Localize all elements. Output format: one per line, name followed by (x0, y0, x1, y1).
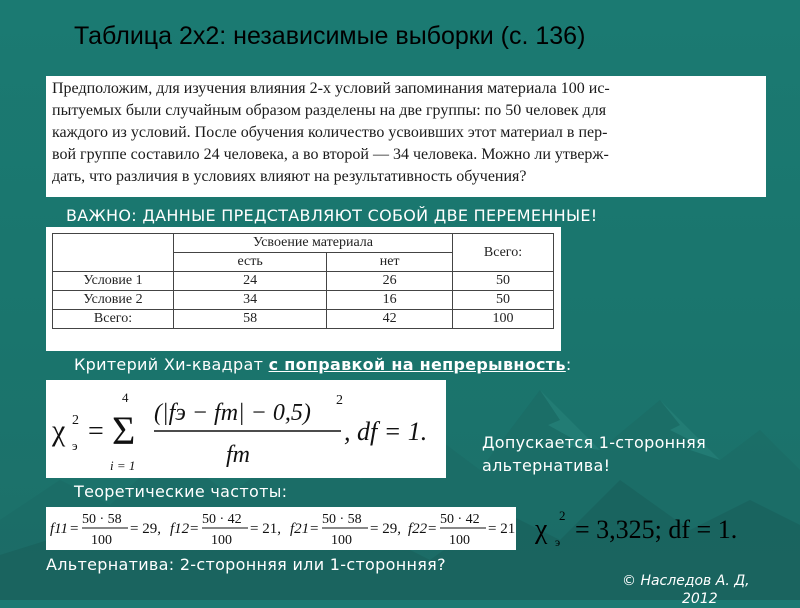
copyright-line: 2012 (682, 591, 718, 607)
table-cell: 50 (453, 272, 554, 291)
one-sided-line: альтернатива! (482, 456, 611, 475)
result-text: = 3,325; df = 1. (575, 515, 738, 544)
frequency-f22 (408, 512, 516, 548)
formula-numerator: (|fэ − fт| − 0,5) (154, 400, 311, 426)
one-sided-note (482, 431, 706, 477)
formula-df: , df = 1. (344, 417, 428, 446)
slide-title: Таблица 2х2: независимые выборки (с. 136) (74, 22, 586, 50)
frequency-result: = 29, (130, 521, 161, 537)
frequency-denominator: 100 (449, 533, 470, 548)
table-cell: 24 (174, 272, 327, 291)
table-row-label: Условие 2 (53, 291, 174, 310)
frequency-result: = 21, (250, 521, 281, 537)
frequency-result: = 21. (488, 521, 516, 537)
frequency-denominator: 100 (211, 533, 232, 548)
criterion-suffix: : (565, 355, 572, 374)
problem-line: вой группе составило 24 человека, а во второй — 34 человека. Можно ли утверж- (52, 146, 609, 163)
problem-line: каждого из условий. После обучения количество усвоивших этот материал в пер- (52, 124, 608, 141)
chi-square-result (527, 502, 791, 550)
contingency-table-box (46, 227, 561, 351)
result-chi: χ (535, 514, 548, 545)
frequency-name: f11 (50, 521, 69, 537)
frequency-numerator: 50 · 58 (82, 512, 122, 527)
table-cell: 58 (174, 310, 327, 329)
table-cell: 26 (327, 272, 453, 291)
alternative-question: Альтернатива: 2-сторонняя или 1-сторонняя? (46, 555, 446, 574)
table-total-header: Всего: (453, 234, 554, 272)
formula-chi-sup: 2 (72, 413, 79, 428)
criterion-label (74, 355, 572, 374)
criterion-prefix: Критерий Хи-квадрат (74, 355, 269, 374)
result-chi-sup: 2 (559, 508, 566, 523)
formula-numerator-exp: 2 (336, 393, 343, 408)
frequency-result: = 29, (370, 521, 401, 537)
frequency-numerator: 50 · 58 (322, 512, 362, 527)
frequency-f21 (290, 512, 401, 548)
copyright-line: © Наследов А. Д, (622, 573, 750, 589)
frequency-denominator: 100 (331, 533, 352, 548)
formula-chi-sub: э (72, 438, 78, 453)
table-row-label: Условие 1 (53, 272, 174, 291)
frequency-denominator: 100 (91, 533, 112, 548)
table-cell: 16 (327, 291, 453, 310)
table-cell: 50 (453, 291, 554, 310)
frequency-numerator: 50 · 42 (440, 512, 480, 527)
table-corner-cell (53, 234, 174, 272)
problem-line: Предположим, для изучения влияния 2-х условий запоминания материала 100 ис- (52, 80, 610, 97)
equals-sign: = (310, 521, 319, 537)
continuity-correction-link[interactable]: с поправкой на непрерывность (268, 355, 566, 374)
formula-sigma: Σ (112, 408, 136, 453)
frequency-name: f22 (408, 521, 428, 537)
theoretical-frequencies-label: Теоретические частоты: (74, 482, 288, 501)
table-cell: 34 (174, 291, 327, 310)
frequency-f12 (170, 512, 281, 548)
one-sided-line: Допускается 1-сторонняя (482, 433, 707, 452)
problem-line: пытуемых были случайным образом разделены на две группы: по 50 человек для (52, 102, 607, 119)
frequency-name: f21 (290, 521, 310, 537)
frequencies-svg (46, 507, 516, 550)
table-row (53, 291, 554, 310)
problem-statement (52, 78, 760, 188)
table-col-yes: есть (174, 253, 327, 272)
formula-sum-top: 4 (122, 390, 129, 405)
table-cell: 42 (327, 310, 453, 329)
copyright (622, 572, 750, 608)
frequency-f11 (50, 512, 161, 548)
formula-sum-bottom: i = 1 (110, 458, 136, 473)
formula-chi: χ (52, 414, 66, 447)
result-chi-sub: э (555, 535, 561, 549)
formula-equals: = (88, 416, 104, 447)
equals-sign: = (428, 521, 437, 537)
frequency-name: f12 (170, 521, 190, 537)
table-row-label: Всего: (53, 310, 174, 329)
table-row (53, 272, 554, 291)
theoretical-frequencies-formula (46, 507, 516, 550)
problem-statement-box (46, 76, 766, 197)
result-svg (527, 502, 791, 550)
important-note: ВАЖНО: ДАННЫЕ ПРЕДСТАВЛЯЮТ СОБОЙ ДВЕ ПЕРЕМЕННЫЕ! (66, 206, 598, 225)
table-row (53, 310, 554, 329)
contingency-table (52, 233, 554, 329)
equals-sign: = (190, 521, 199, 537)
formula-denominator: fт (226, 442, 250, 468)
table-col-no: нет (327, 253, 453, 272)
table-cell: 100 (453, 310, 554, 329)
problem-line: дать, что различия в условиях влияют на результативность обучения? (52, 168, 527, 185)
frequency-numerator: 50 · 42 (202, 512, 242, 527)
table-group-header: Усвоение материала (174, 234, 453, 253)
equals-sign: = (70, 521, 79, 537)
chi-square-formula (46, 380, 446, 478)
formula-svg (46, 380, 446, 478)
